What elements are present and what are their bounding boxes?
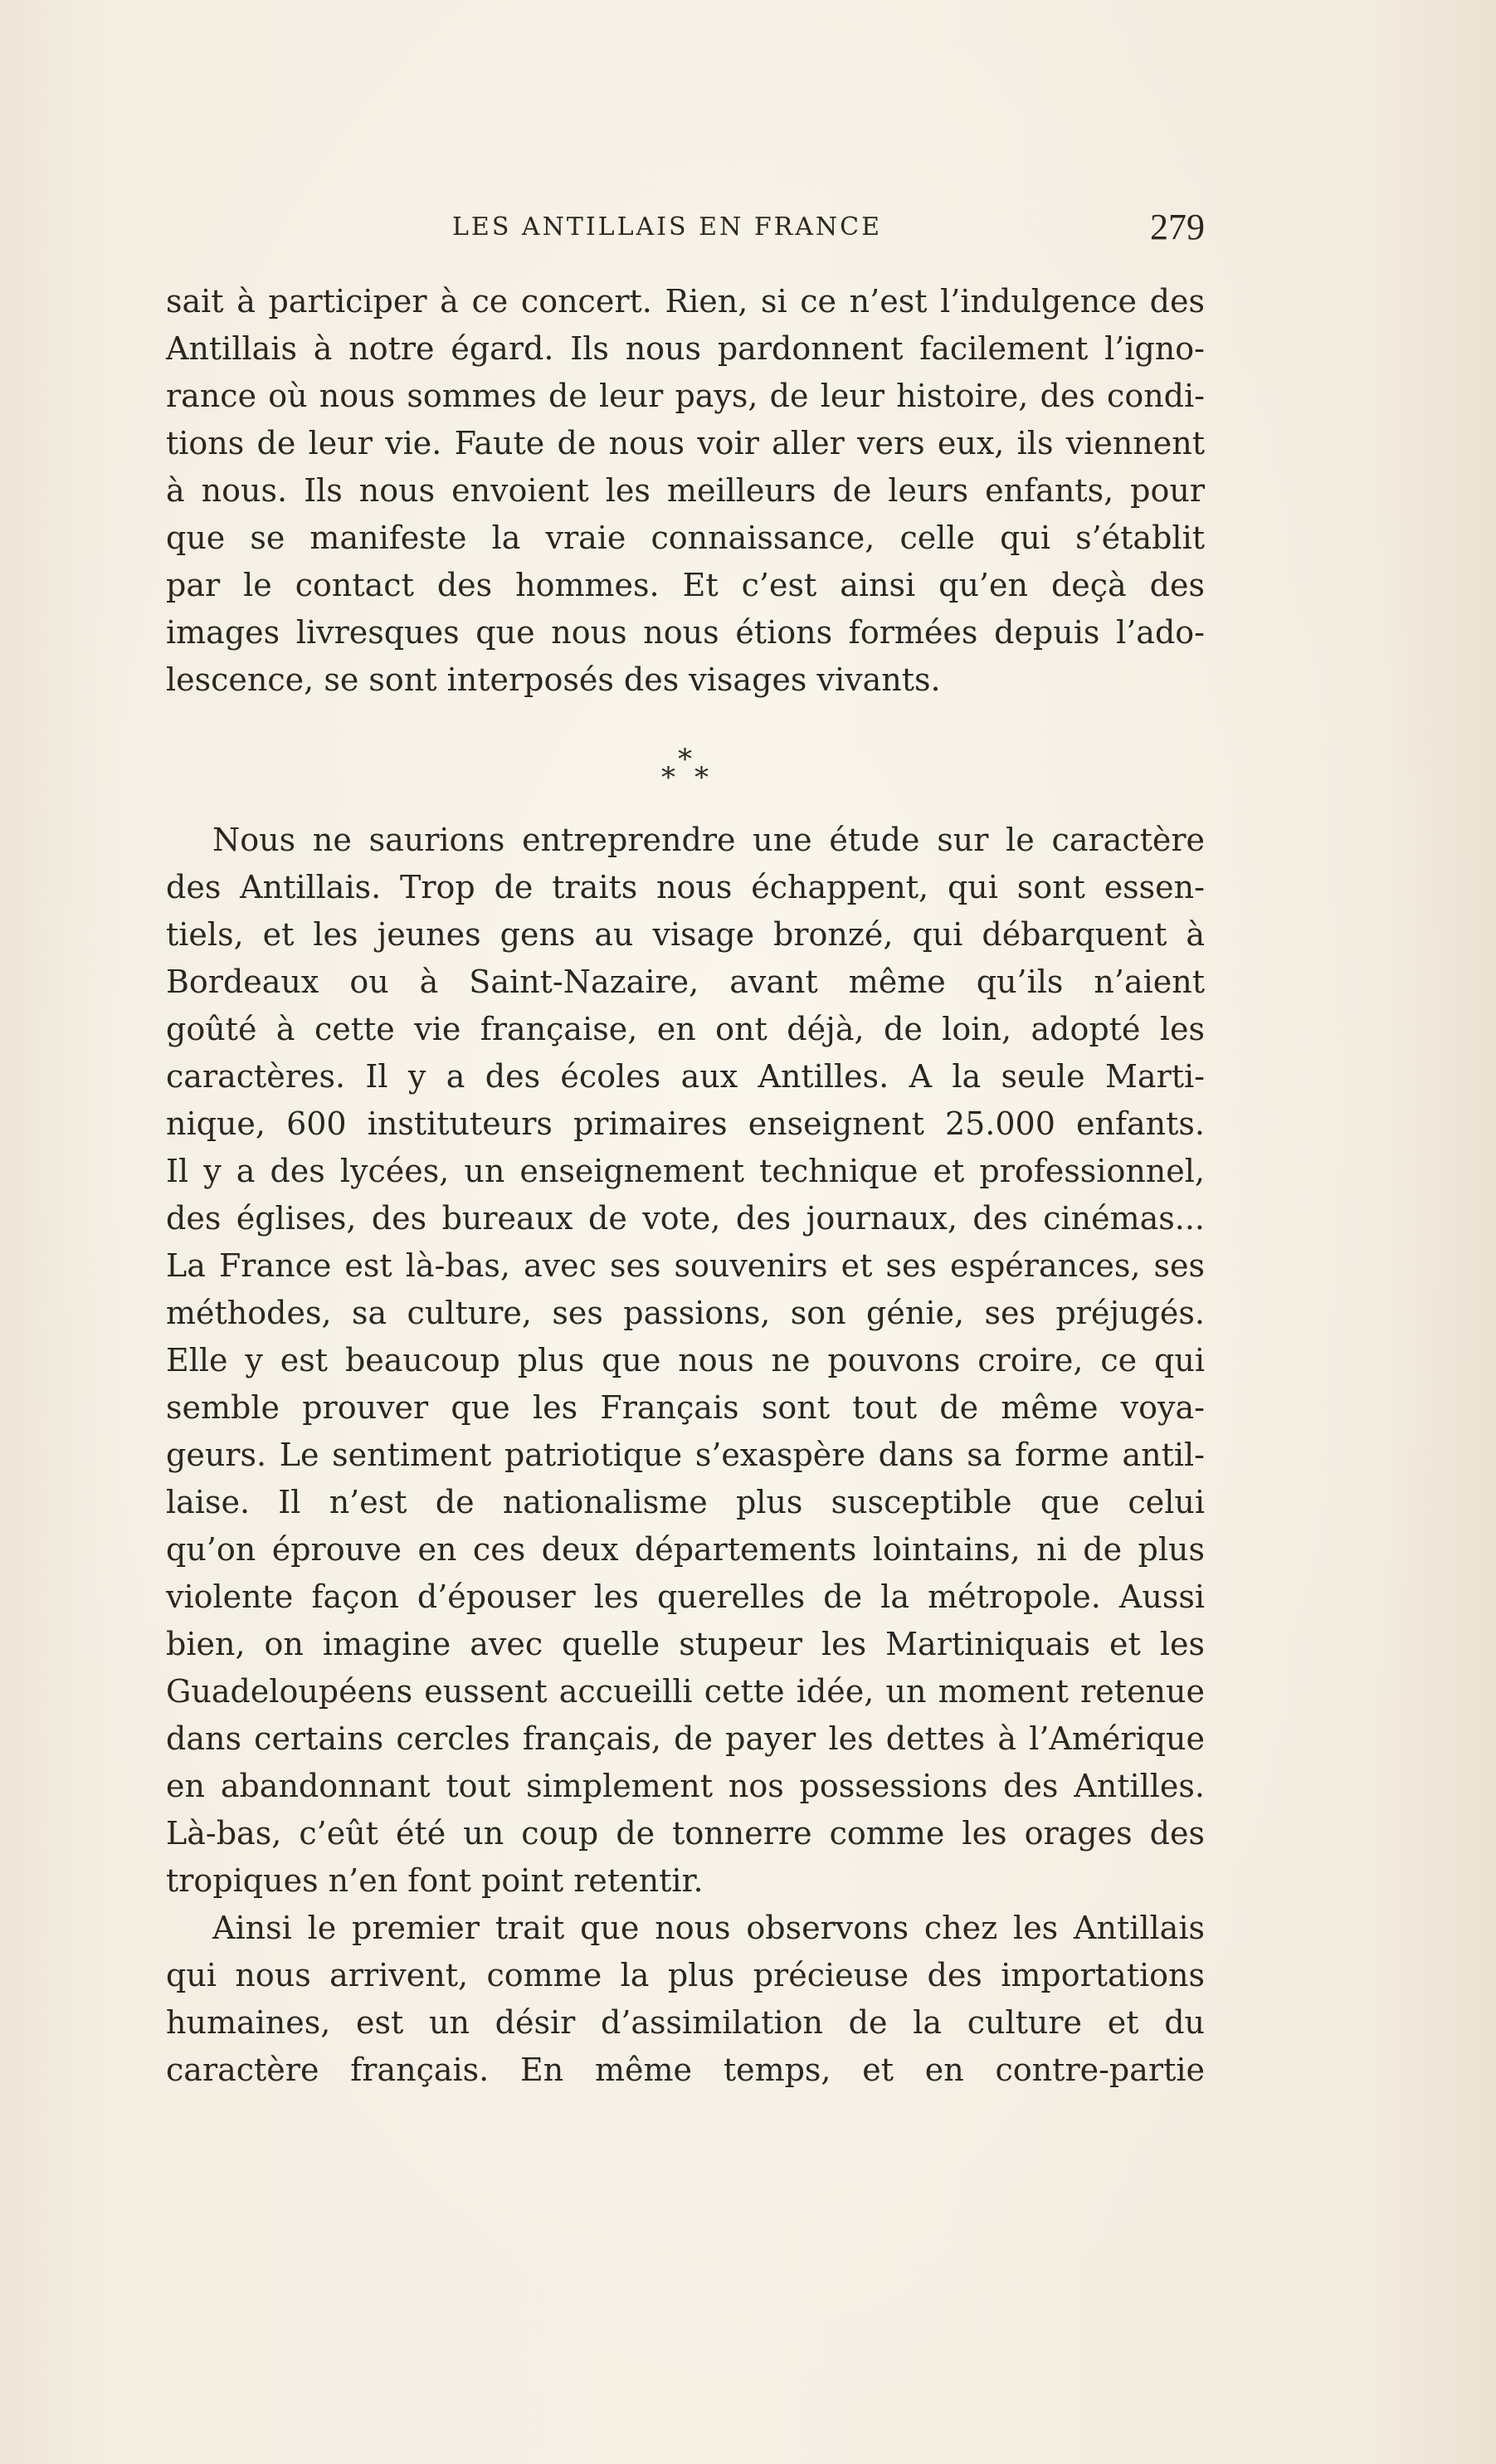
- paragraph-1: [166, 278, 1205, 704]
- text-line: humaines, est un désir d’assimilation de la culture et du: [166, 2004, 1205, 2041]
- running-head-title: LES ANTILLAIS EN FRANCE: [452, 212, 882, 242]
- text-line: Nous ne saurions entreprendre une étude sur le caractère: [212, 822, 1205, 858]
- text-line: La France est là-bas, avec ses souvenirs et ses espérances, ses: [166, 1247, 1205, 1284]
- text-line: caractères. Il y a des écoles aux Antilles. A la seule Marti-: [166, 1058, 1205, 1095]
- asterism-star: *: [678, 743, 692, 776]
- text-line: semble prouver que les Français sont tout de même voya-: [166, 1389, 1205, 1426]
- text-line: Antillais à notre égard. Ils nous pardonnent facilement l’igno-: [166, 330, 1205, 367]
- text-line: geurs. Le sentiment patriotique s’exaspère dans sa forme antil-: [166, 1437, 1205, 1473]
- page-number: 279: [1150, 207, 1205, 247]
- text-line: Là-bas, c’eût été un coup de tonnerre comme les orages des: [166, 1815, 1205, 1852]
- text-line: caractère français. En même temps, et en contre-partie: [166, 2052, 1205, 2088]
- text-line: images livresques que nous nous étions formées depuis l’ado-: [166, 614, 1205, 651]
- text-line: que se manifeste la vraie connaissance, celle qui s’établit: [166, 520, 1205, 556]
- text-line: méthodes, sa culture, ses passions, son génie, ses préjugés.: [166, 1295, 1205, 1331]
- asterism-section-break: [166, 704, 1205, 817]
- text-line: Il y a des lycées, un enseignement technique et professionnel,: [166, 1153, 1205, 1189]
- body-text: [166, 278, 1205, 2094]
- text-line: à nous. Ils nous envoient les meilleurs de leurs enfants, pour: [166, 472, 1205, 509]
- text-line: sait à participer à ce concert. Rien, si ce n’est l’indulgence des: [166, 283, 1205, 320]
- text-line: par le contact des hommes. Et c’est ainsi qu’en deçà des: [166, 567, 1205, 603]
- text-line: tions de leur vie. Faute de nous voir aller vers eux, ils viennent: [166, 425, 1205, 461]
- text-line: violente façon d’épouser les querelles de la métropole. Aussi: [166, 1578, 1205, 1615]
- asterism-star: *: [694, 761, 709, 794]
- text-line: des églises, des bureaux de vote, des journaux, des cinémas...: [166, 1200, 1205, 1237]
- text-line: en abandonnant tout simplement nos possessions des Antilles.: [166, 1768, 1205, 1804]
- text-line: tropiques n’en font point retentir.: [166, 1862, 704, 1899]
- text-line: tiels, et les jeunes gens au visage bronzé, qui débarquent à: [166, 916, 1205, 953]
- text-line: Bordeaux ou à Saint-Nazaire, avant même qu’ils n’aient: [166, 964, 1205, 1000]
- running-head: [166, 206, 1205, 256]
- text-line: dans certains cercles français, de payer les dettes à l’Amérique: [166, 1720, 1205, 1757]
- text-line: laise. Il n’est de nationalisme plus susceptible que celui: [166, 1484, 1205, 1520]
- text-line: bien, on imagine avec quelle stupeur les Martiniquais et les: [166, 1626, 1205, 1662]
- text-line: Ainsi le premier trait que nous observons chez les Antillais: [212, 1910, 1205, 1946]
- text-line: des Antillais. Trop de traits nous échappent, qui sont essen-: [166, 869, 1205, 905]
- text-line: rance où nous sommes de leur pays, de leur histoire, des condi-: [166, 378, 1205, 414]
- text-line: Elle y est beaucoup plus que nous ne pouvons croire, ce qui: [166, 1342, 1205, 1378]
- asterism-star: *: [661, 761, 675, 794]
- text-line: Guadeloupéens eussent accueilli cette idée, un moment retenue: [166, 1673, 1205, 1710]
- paragraph-2: [166, 817, 1205, 1905]
- text-line: goûté à cette vie française, en ont déjà, de loin, adopté les: [166, 1011, 1205, 1047]
- text-line: qu’on éprouve en ces deux départements lointains, ni de plus: [166, 1531, 1205, 1568]
- text-line: qui nous arrivent, comme la plus précieuse des importations: [166, 1957, 1205, 1993]
- paragraph-3: [166, 1905, 1205, 2094]
- text-line: lescence, se sont interposés des visages vivants.: [166, 661, 941, 698]
- text-line: nique, 600 instituteurs primaires enseignent 25.000 enfants.: [166, 1105, 1205, 1142]
